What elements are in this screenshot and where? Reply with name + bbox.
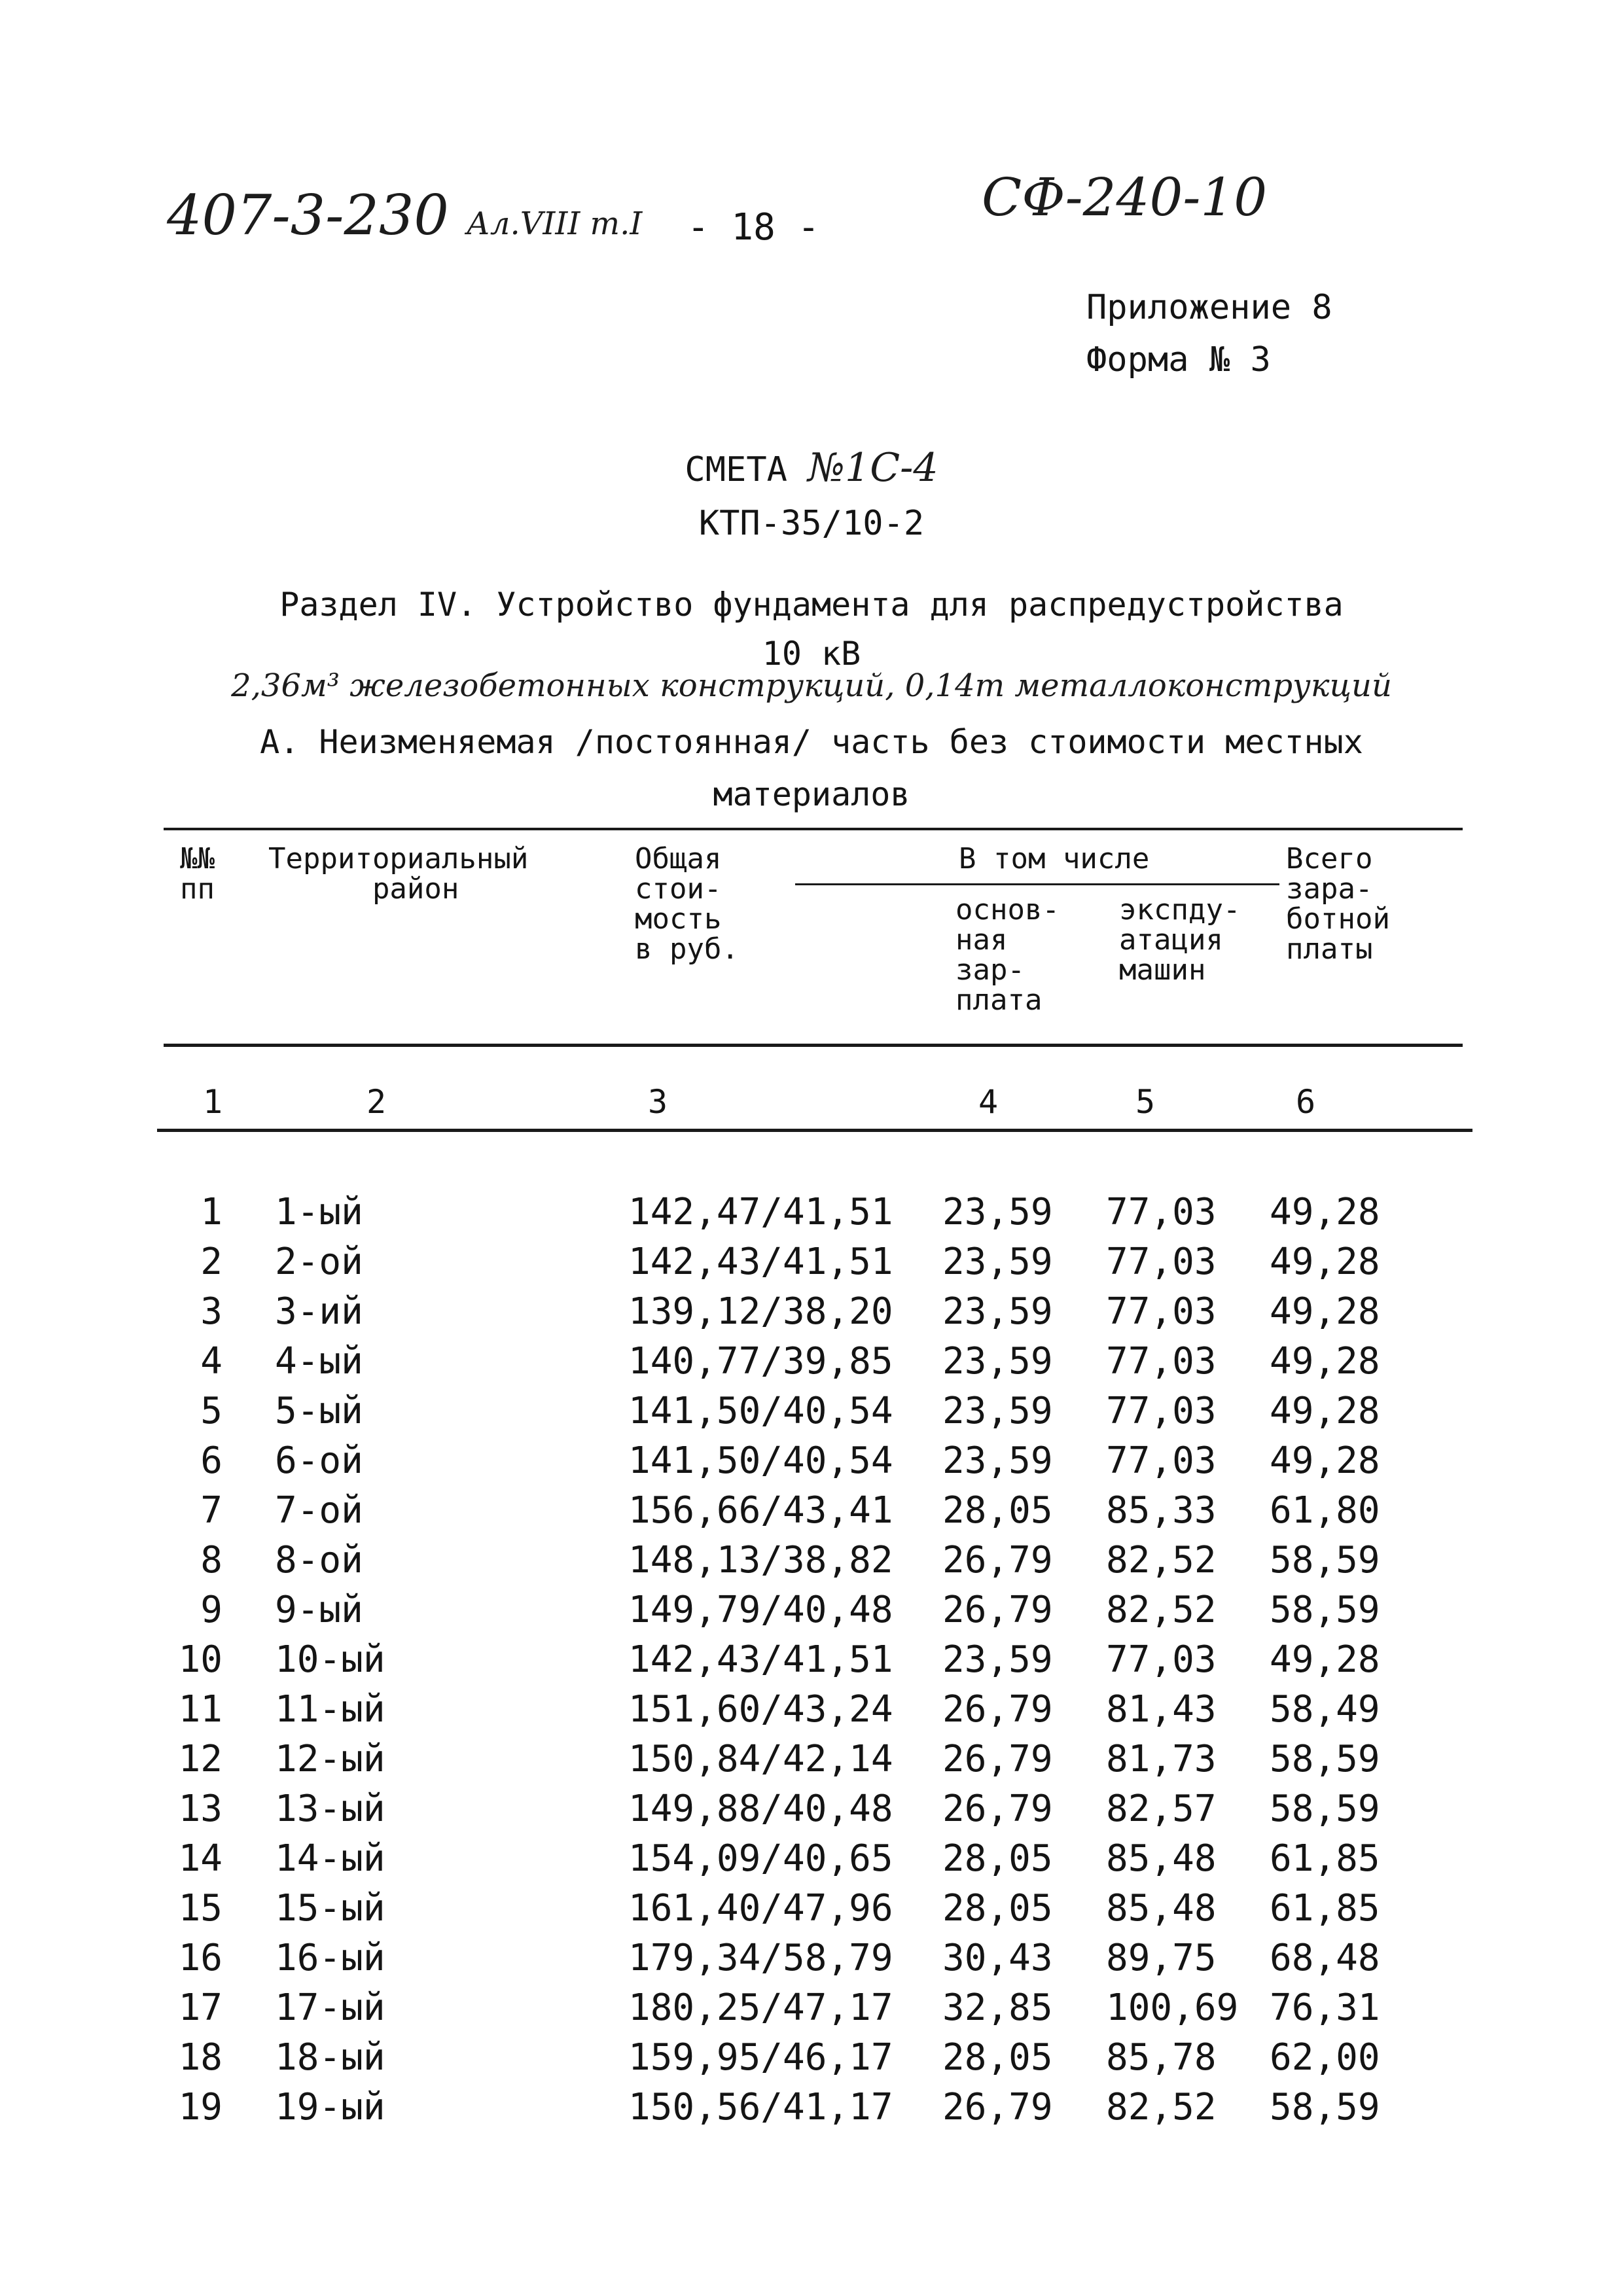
- table-row: [0, 1884, 1623, 1934]
- machine-operation-cell: 89,75: [1106, 1937, 1217, 1979]
- row-number-cell: 8: [200, 1539, 223, 1581]
- document-code-suffix: Ал.VIII т.I: [466, 205, 643, 242]
- header-machine-operation: экспду- атация машин: [1119, 893, 1241, 987]
- base-wages-cell: 26,79: [942, 1738, 1053, 1780]
- form-number: Форма № 3: [1086, 340, 1271, 380]
- district-cell: 9-ый: [275, 1589, 363, 1631]
- row-number-cell: 18: [178, 2036, 223, 2079]
- column-number-5: 5: [1135, 1083, 1156, 1121]
- column-number-1: 1: [202, 1083, 223, 1121]
- header-group-including: В том числе: [959, 842, 1150, 875]
- column-number-6: 6: [1295, 1083, 1316, 1121]
- table-row: [0, 1287, 1623, 1337]
- total-wages-cell: 49,28: [1270, 1191, 1380, 1233]
- district-cell: 1-ый: [275, 1191, 363, 1233]
- table-row: [0, 1983, 1623, 2033]
- construction-volume-note: 2,36м³ железобетонных конструкций, 0,14т металлоконструкций: [231, 667, 1392, 704]
- base-wages-cell: 23,59: [942, 1390, 1053, 1432]
- column-numbers-rule: [157, 1129, 1472, 1132]
- district-cell: 18-ый: [275, 2036, 385, 2079]
- table-row: [0, 1436, 1623, 1486]
- total-cost-cell: 141,50/40,54: [628, 1439, 893, 1482]
- district-cell: 15-ый: [275, 1887, 385, 1930]
- column-number-2: 2: [366, 1083, 387, 1121]
- total-wages-cell: 76,31: [1270, 1987, 1380, 2029]
- total-wages-cell: 49,28: [1270, 1340, 1380, 1383]
- row-number-cell: 10: [178, 1638, 223, 1681]
- header-total-wages: Всего зара- ботной платы: [1286, 842, 1390, 966]
- total-cost-cell: 156,66/43,41: [628, 1489, 893, 1532]
- machine-operation-cell: 85,78: [1106, 2036, 1217, 2079]
- district-cell: 4-ый: [275, 1340, 363, 1383]
- district-cell: 7-ой: [275, 1489, 363, 1532]
- machine-operation-cell: 100,69: [1106, 1987, 1239, 2029]
- table-row: [0, 1386, 1623, 1436]
- total-cost-cell: 142,43/41,51: [628, 1241, 893, 1283]
- district-cell: 13-ый: [275, 1788, 385, 1830]
- total-cost-cell: 140,77/39,85: [628, 1340, 893, 1383]
- district-cell: 10-ый: [275, 1638, 385, 1681]
- estimate-title: [0, 445, 1623, 491]
- table-row: [0, 1735, 1623, 1784]
- base-wages-cell: 26,79: [942, 1688, 1053, 1731]
- total-wages-cell: 49,28: [1270, 1290, 1380, 1333]
- object-name: КТП-35/10-2: [698, 504, 925, 543]
- machine-operation-cell: 81,43: [1106, 1688, 1217, 1731]
- table-row: [0, 1486, 1623, 1536]
- total-cost-cell: 179,34/58,79: [628, 1937, 893, 1979]
- district-cell: 12-ый: [275, 1738, 385, 1780]
- total-cost-cell: 148,13/38,82: [628, 1539, 893, 1581]
- table-top-rule: [164, 828, 1463, 830]
- machine-operation-cell: 77,03: [1106, 1290, 1217, 1333]
- table-row: [0, 1784, 1623, 1834]
- document-code-main: 407-3-230: [167, 183, 449, 247]
- machine-operation-cell: 77,03: [1106, 1191, 1217, 1233]
- base-wages-cell: 32,85: [942, 1987, 1053, 2029]
- table-row: [0, 1934, 1623, 1983]
- total-wages-cell: 49,28: [1270, 1638, 1380, 1681]
- base-wages-cell: 23,59: [942, 1241, 1053, 1283]
- part-title-cont: материалов: [713, 775, 910, 813]
- machine-operation-cell: 85,48: [1106, 1837, 1217, 1880]
- section-title: Раздел IV. Устройство фундамента для распредустройства: [279, 586, 1344, 624]
- base-wages-cell: 28,05: [942, 1887, 1053, 1930]
- total-cost-cell: 154,09/40,65: [628, 1837, 893, 1880]
- total-cost-cell: 150,56/41,17: [628, 2086, 893, 2128]
- page-number: - 18 -: [687, 206, 820, 249]
- base-wages-cell: 30,43: [942, 1937, 1053, 1979]
- district-cell: 6-ой: [275, 1439, 363, 1482]
- machine-operation-cell: 77,03: [1106, 1638, 1217, 1681]
- total-wages-cell: 58,59: [1270, 1788, 1380, 1830]
- table-row: [0, 1337, 1623, 1386]
- row-number-cell: 3: [200, 1290, 223, 1333]
- part-title: А. Неизменяемая /постоянная/ часть без стоимости местных: [260, 723, 1363, 761]
- row-number-cell: 15: [178, 1887, 223, 1930]
- machine-operation-cell: 85,48: [1106, 1887, 1217, 1930]
- row-number-cell: 19: [178, 2086, 223, 2128]
- row-number-cell: 7: [200, 1489, 223, 1532]
- total-wages-cell: 61,85: [1270, 1887, 1380, 1930]
- base-wages-cell: 26,79: [942, 2086, 1053, 2128]
- column-number-3: 3: [647, 1083, 668, 1121]
- district-cell: 16-ый: [275, 1937, 385, 1979]
- header-total-cost: Общая стои- мость в руб.: [635, 842, 739, 966]
- machine-operation-cell: 77,03: [1106, 1439, 1217, 1482]
- total-cost-cell: 142,43/41,51: [628, 1638, 893, 1681]
- district-cell: 5-ый: [275, 1390, 363, 1432]
- table-row: [0, 1834, 1623, 1884]
- total-wages-cell: 62,00: [1270, 2036, 1380, 2079]
- total-cost-cell: 141,50/40,54: [628, 1390, 893, 1432]
- district-cell: 17-ый: [275, 1987, 385, 2029]
- row-number-cell: 9: [200, 1589, 223, 1631]
- total-cost-cell: 150,84/42,14: [628, 1738, 893, 1780]
- total-wages-cell: 58,49: [1270, 1688, 1380, 1731]
- row-number-cell: 11: [178, 1688, 223, 1731]
- base-wages-cell: 28,05: [942, 2036, 1053, 2079]
- total-wages-cell: 49,28: [1270, 1439, 1380, 1482]
- appendix-label: Приложение 8: [1086, 288, 1332, 327]
- table-row: [0, 1585, 1623, 1635]
- header-row-number: №№ пп: [180, 842, 215, 906]
- district-cell: 19-ый: [275, 2086, 385, 2128]
- base-wages-cell: 23,59: [942, 1439, 1053, 1482]
- row-number-cell: 1: [200, 1191, 223, 1233]
- row-number-cell: 13: [178, 1788, 223, 1830]
- total-cost-cell: 142,47/41,51: [628, 1191, 893, 1233]
- row-number-cell: 12: [178, 1738, 223, 1780]
- total-cost-cell: 149,88/40,48: [628, 1788, 893, 1830]
- machine-operation-cell: 82,52: [1106, 2086, 1217, 2128]
- district-cell: 8-ой: [275, 1539, 363, 1581]
- district-cell: 11-ый: [275, 1688, 385, 1731]
- row-number-cell: 16: [178, 1937, 223, 1979]
- document-code: [167, 183, 642, 247]
- total-cost-cell: 151,60/43,24: [628, 1688, 893, 1731]
- header-district: Территориальный район: [268, 842, 529, 906]
- machine-operation-cell: 77,03: [1106, 1241, 1217, 1283]
- total-wages-cell: 58,59: [1270, 1589, 1380, 1631]
- estimate-title-label: СМЕТА: [685, 450, 787, 489]
- table-row: [0, 2033, 1623, 2083]
- table-row: [0, 1635, 1623, 1685]
- group-header-rule: [795, 883, 1279, 885]
- table-row: [0, 1237, 1623, 1287]
- table-row: [0, 1188, 1623, 1237]
- base-wages-cell: 28,05: [942, 1489, 1053, 1532]
- total-wages-cell: 58,59: [1270, 1738, 1380, 1780]
- total-wages-cell: 49,28: [1270, 1390, 1380, 1432]
- machine-operation-cell: 77,03: [1106, 1390, 1217, 1432]
- table-row: [0, 1685, 1623, 1735]
- total-cost-cell: 161,40/47,96: [628, 1887, 893, 1930]
- column-number-4: 4: [978, 1083, 999, 1121]
- total-wages-cell: 61,80: [1270, 1489, 1380, 1532]
- base-wages-cell: 23,59: [942, 1290, 1053, 1333]
- machine-operation-cell: 82,52: [1106, 1539, 1217, 1581]
- table-row: [0, 1536, 1623, 1585]
- table-row: [0, 2083, 1623, 2132]
- district-cell: 14-ый: [275, 1837, 385, 1880]
- district-cell: 2-ой: [275, 1241, 363, 1283]
- row-number-cell: 4: [200, 1340, 223, 1383]
- total-wages-cell: 61,85: [1270, 1837, 1380, 1880]
- total-cost-cell: 139,12/38,20: [628, 1290, 893, 1333]
- total-wages-cell: 68,48: [1270, 1937, 1380, 1979]
- series-code: СФ-240-10: [982, 167, 1268, 228]
- base-wages-cell: 23,59: [942, 1638, 1053, 1681]
- machine-operation-cell: 81,73: [1106, 1738, 1217, 1780]
- total-wages-cell: 49,28: [1270, 1241, 1380, 1283]
- row-number-cell: 5: [200, 1390, 223, 1432]
- machine-operation-cell: 82,57: [1106, 1788, 1217, 1830]
- total-wages-cell: 58,59: [1270, 1539, 1380, 1581]
- base-wages-cell: 23,59: [942, 1191, 1053, 1233]
- row-number-cell: 6: [200, 1439, 223, 1482]
- machine-operation-cell: 82,52: [1106, 1589, 1217, 1631]
- estimate-number: №1С-4: [808, 445, 938, 491]
- base-wages-cell: 28,05: [942, 1837, 1053, 1880]
- row-number-cell: 14: [178, 1837, 223, 1880]
- base-wages-cell: 23,59: [942, 1340, 1053, 1383]
- total-cost-cell: 159,95/46,17: [628, 2036, 893, 2079]
- total-cost-cell: 180,25/47,17: [628, 1987, 893, 2029]
- section-title-cont: 10 кВ: [762, 635, 861, 673]
- machine-operation-cell: 77,03: [1106, 1340, 1217, 1383]
- header-base-wages: основ- ная зар- плата: [955, 893, 1060, 1017]
- total-wages-cell: 58,59: [1270, 2086, 1380, 2128]
- base-wages-cell: 26,79: [942, 1788, 1053, 1830]
- total-cost-cell: 149,79/40,48: [628, 1589, 893, 1631]
- machine-operation-cell: 85,33: [1106, 1489, 1217, 1532]
- base-wages-cell: 26,79: [942, 1539, 1053, 1581]
- base-wages-cell: 26,79: [942, 1589, 1053, 1631]
- row-number-cell: 2: [200, 1241, 223, 1283]
- district-cell: 3-ий: [275, 1290, 363, 1333]
- row-number-cell: 17: [178, 1987, 223, 2029]
- header-bottom-rule: [164, 1044, 1463, 1047]
